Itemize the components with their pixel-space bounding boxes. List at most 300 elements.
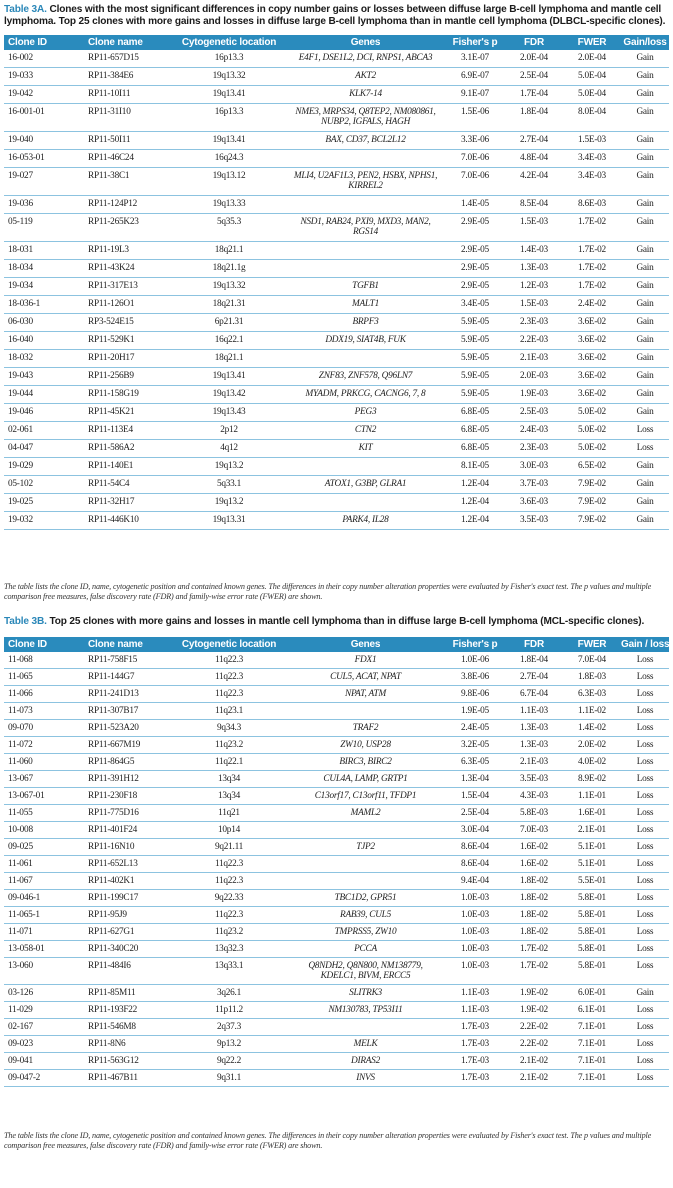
cell-fwer: 1.7E-02	[563, 260, 621, 278]
cell-cytogenetic-location: 18q21.1g	[172, 260, 286, 278]
cell-cytogenetic-location: 2p12	[172, 422, 286, 440]
cell-clone-id: 09-025	[4, 839, 84, 856]
cell-clone-id: 19-034	[4, 278, 84, 296]
cell-genes: TRAF2	[286, 720, 445, 737]
cell-gain-loss: Gain	[621, 458, 669, 476]
cell-fishers-p: 1.0E-03	[445, 958, 505, 985]
cell-fwer: 7.1E-01	[563, 1070, 621, 1087]
cell-clone-name: RP11-484I6	[84, 958, 172, 985]
cell-fishers-p: 7.0E-06	[445, 168, 505, 196]
cell-gain-loss: Gain	[621, 332, 669, 350]
cell-fdr: 1.8E-04	[505, 652, 563, 669]
table-3a-caption	[4, 4, 669, 28]
cell-genes: TBC1D2, GPR51	[286, 890, 445, 907]
cell-cytogenetic-location: 4q12	[172, 440, 286, 458]
cell-cytogenetic-location: 11q21	[172, 805, 286, 822]
cell-genes: AKT2	[286, 68, 445, 86]
cell-fwer: 1.7E-02	[563, 242, 621, 260]
cell-cytogenetic-location: 11q23.1	[172, 703, 286, 720]
cell-clone-id: 19-040	[4, 132, 84, 150]
cell-fishers-p: 2.9E-05	[445, 214, 505, 242]
cell-clone-name: RP11-113E4	[84, 422, 172, 440]
cell-gain-loss: Gain	[621, 168, 669, 196]
cell-clone-id: 11-067	[4, 873, 84, 890]
cell-genes: KIT	[286, 440, 445, 458]
cell-clone-name: RP11-38C1	[84, 168, 172, 196]
cell-cytogenetic-location: 9q22.33	[172, 890, 286, 907]
cell-cytogenetic-location: 9q34.3	[172, 720, 286, 737]
cell-fdr: 4.2E-04	[505, 168, 563, 196]
table-row	[4, 822, 669, 839]
cell-clone-name: RP11-193F22	[84, 1002, 172, 1019]
table-row	[4, 86, 669, 104]
cell-clone-name: RP11-546M8	[84, 1019, 172, 1036]
cell-cytogenetic-location: 16p13.3	[172, 104, 286, 132]
cell-clone-id: 19-029	[4, 458, 84, 476]
cell-fwer: 5.8E-01	[563, 907, 621, 924]
cell-fwer: 1.8E-03	[563, 669, 621, 686]
table-row	[4, 350, 669, 368]
cell-genes: MYADM, PRKCG, CACNG6, 7, 8	[286, 386, 445, 404]
cell-clone-name: RP11-529K1	[84, 332, 172, 350]
cell-clone-id: 09-041	[4, 1053, 84, 1070]
table-row	[4, 314, 669, 332]
cell-clone-name: RP11-140E1	[84, 458, 172, 476]
table-row	[4, 68, 669, 86]
cell-fdr: 1.9E-02	[505, 1002, 563, 1019]
cell-fishers-p: 9.8E-06	[445, 686, 505, 703]
column-header-fwer: FWER	[563, 35, 621, 50]
cell-fwer: 7.9E-02	[563, 512, 621, 530]
cell-fishers-p: 2.9E-05	[445, 242, 505, 260]
column-header-fishers-p: Fisher's p	[445, 637, 505, 652]
cell-genes	[286, 1019, 445, 1036]
cell-cytogenetic-location: 6p21.31	[172, 314, 286, 332]
cell-fishers-p: 1.9E-05	[445, 703, 505, 720]
cell-gain-loss: Loss	[621, 856, 669, 873]
cell-clone-id: 16-001-01	[4, 104, 84, 132]
cell-clone-id: 13-067	[4, 771, 84, 788]
column-header-clone-name: Clone name	[84, 35, 172, 50]
cell-clone-name: RP11-467B11	[84, 1070, 172, 1087]
cell-fishers-p: 1.0E-03	[445, 941, 505, 958]
cell-fishers-p: 1.0E-03	[445, 924, 505, 941]
cell-genes	[286, 822, 445, 839]
cell-gain-loss: Loss	[621, 941, 669, 958]
cell-cytogenetic-location: 11q23.2	[172, 737, 286, 754]
cell-fdr: 1.9E-02	[505, 985, 563, 1002]
cell-clone-name: RP11-16N10	[84, 839, 172, 856]
cell-gain-loss: Gain	[621, 150, 669, 168]
cell-gain-loss: Gain	[621, 50, 669, 68]
table-3a-header-row	[4, 35, 669, 50]
cell-clone-id: 16-053-01	[4, 150, 84, 168]
cell-genes: ATOX1, G3BP, GLRA1	[286, 476, 445, 494]
cell-fwer: 7.0E-04	[563, 652, 621, 669]
cell-cytogenetic-location: 16p13.3	[172, 50, 286, 68]
cell-clone-id: 19-046	[4, 404, 84, 422]
cell-clone-id: 19-036	[4, 196, 84, 214]
cell-fwer: 3.4E-03	[563, 168, 621, 196]
cell-genes: MALT1	[286, 296, 445, 314]
cell-fishers-p: 1.5E-06	[445, 104, 505, 132]
cell-cytogenetic-location: 19q13.32	[172, 68, 286, 86]
table-row	[4, 805, 669, 822]
cell-clone-id: 13-060	[4, 958, 84, 985]
cell-fdr: 1.1E-03	[505, 703, 563, 720]
cell-clone-id: 19-042	[4, 86, 84, 104]
cell-fdr: 6.7E-04	[505, 686, 563, 703]
cell-fwer: 5.0E-02	[563, 440, 621, 458]
cell-fishers-p: 5.9E-05	[445, 368, 505, 386]
table-row	[4, 771, 669, 788]
cell-clone-id: 11-065	[4, 669, 84, 686]
cell-fdr: 2.0E-03	[505, 368, 563, 386]
cell-clone-id: 11-061	[4, 856, 84, 873]
cell-genes: BRPF3	[286, 314, 445, 332]
cell-fdr: 2.4E-03	[505, 422, 563, 440]
cell-fishers-p: 9.1E-07	[445, 86, 505, 104]
cell-clone-id: 18-034	[4, 260, 84, 278]
cell-fdr: 2.7E-04	[505, 132, 563, 150]
cell-fishers-p: 3.1E-07	[445, 50, 505, 68]
cell-genes: SLITRK3	[286, 985, 445, 1002]
cell-fdr: 2.3E-03	[505, 314, 563, 332]
cell-clone-id: 02-061	[4, 422, 84, 440]
cell-genes: TMPRSS5, ZW10	[286, 924, 445, 941]
cell-fishers-p: 3.3E-06	[445, 132, 505, 150]
cell-clone-name: RP11-307B17	[84, 703, 172, 720]
cell-clone-id: 11-066	[4, 686, 84, 703]
cell-fishers-p: 5.9E-05	[445, 332, 505, 350]
cell-clone-name: RP11-657D15	[84, 50, 172, 68]
cell-fwer: 7.9E-02	[563, 476, 621, 494]
cell-fwer: 1.7E-02	[563, 214, 621, 242]
table-row	[4, 168, 669, 196]
cell-fdr: 2.1E-03	[505, 350, 563, 368]
cell-fdr: 2.3E-03	[505, 440, 563, 458]
cell-clone-id: 11-071	[4, 924, 84, 941]
cell-genes: NME3, MRPS34, Q8TEP2, NM080861, NUBP2, IGFALS, HAGH	[286, 104, 445, 132]
table-row	[4, 737, 669, 754]
table-3a-footnote: The table lists the clone ID, name, cytogenetic position and contained known genes. The differences in their copy number alteration properties were evaluated by Fisher's exact test. The p values and multiple comparison free measures, false discovery rate (FDR) and family-wise error rate (FWER) are shown.	[4, 582, 652, 601]
table-row	[4, 196, 669, 214]
cell-fishers-p: 3.0E-04	[445, 822, 505, 839]
cell-fdr: 1.6E-02	[505, 839, 563, 856]
cell-clone-name: RP11-775D16	[84, 805, 172, 822]
cell-fwer: 1.1E-01	[563, 788, 621, 805]
cell-genes	[286, 260, 445, 278]
cell-fwer: 2.1E-01	[563, 822, 621, 839]
column-header-genes: Genes	[286, 637, 445, 652]
cell-clone-name: RP11-50I11	[84, 132, 172, 150]
table-row	[4, 368, 669, 386]
cell-cytogenetic-location: 11q22.3	[172, 907, 286, 924]
cell-genes: PARK4, IL28	[286, 512, 445, 530]
cell-genes: CUL5, ACAT, NPAT	[286, 669, 445, 686]
column-header-genes: Genes	[286, 35, 445, 50]
cell-cytogenetic-location: 19q13.41	[172, 368, 286, 386]
cell-clone-name: RP11-627G1	[84, 924, 172, 941]
cell-fishers-p: 2.4E-05	[445, 720, 505, 737]
cell-clone-id: 11-068	[4, 652, 84, 669]
cell-genes: NSD1, RAB24, PXI9, MXD3, MAN2, RGS14	[286, 214, 445, 242]
cell-clone-id: 05-119	[4, 214, 84, 242]
cell-fwer: 6.0E-01	[563, 985, 621, 1002]
cell-gain-loss: Loss	[621, 422, 669, 440]
cell-cytogenetic-location: 13q34	[172, 771, 286, 788]
table-row	[4, 669, 669, 686]
cell-cytogenetic-location: 19q13.42	[172, 386, 286, 404]
cell-fwer: 5.5E-01	[563, 873, 621, 890]
cell-fdr: 1.8E-02	[505, 890, 563, 907]
cell-cytogenetic-location: 16q22.1	[172, 332, 286, 350]
cell-clone-id: 11-029	[4, 1002, 84, 1019]
column-header-cytogenetic-location: Cytogenetic location	[172, 35, 286, 50]
cell-clone-id: 11-065-1	[4, 907, 84, 924]
table-row	[4, 1070, 669, 1087]
table-row	[4, 440, 669, 458]
table-row	[4, 652, 669, 669]
cell-clone-id: 09-023	[4, 1036, 84, 1053]
table-row	[4, 1002, 669, 1019]
cell-gain-loss: Loss	[621, 839, 669, 856]
cell-clone-name: RP11-8N6	[84, 1036, 172, 1053]
cell-clone-name: RP11-43K24	[84, 260, 172, 278]
cell-clone-name: RP11-864G5	[84, 754, 172, 771]
cell-genes	[286, 196, 445, 214]
cell-genes: KLK7-14	[286, 86, 445, 104]
cell-fdr: 1.5E-03	[505, 214, 563, 242]
cell-fwer: 5.0E-04	[563, 68, 621, 86]
cell-clone-id: 16-002	[4, 50, 84, 68]
cell-cytogenetic-location: 19q13.12	[172, 168, 286, 196]
cell-cytogenetic-location: 19q13.43	[172, 404, 286, 422]
table-row	[4, 907, 669, 924]
table-row	[4, 873, 669, 890]
cell-fishers-p: 6.8E-05	[445, 404, 505, 422]
cell-gain-loss: Loss	[621, 805, 669, 822]
cell-genes	[286, 494, 445, 512]
cell-fwer: 8.9E-02	[563, 771, 621, 788]
cell-genes: ZW10, USP28	[286, 737, 445, 754]
cell-gain-loss: Loss	[621, 958, 669, 985]
cell-clone-name: RP11-446K10	[84, 512, 172, 530]
table-3a-label: Table 3A.	[4, 4, 47, 15]
cell-clone-name: RP11-586A2	[84, 440, 172, 458]
cell-genes: NM130783, TP53I11	[286, 1002, 445, 1019]
table-row	[4, 985, 669, 1002]
cell-genes	[286, 350, 445, 368]
cell-gain-loss: Gain	[621, 132, 669, 150]
cell-fdr: 2.5E-03	[505, 404, 563, 422]
cell-clone-name: RP3-524E15	[84, 314, 172, 332]
cell-fishers-p: 1.7E-03	[445, 1019, 505, 1036]
cell-fdr: 2.2E-02	[505, 1019, 563, 1036]
table-row	[4, 788, 669, 805]
column-header-fishers-p: Fisher's p	[445, 35, 505, 50]
cell-gain-loss: Gain	[621, 476, 669, 494]
cell-fdr: 3.6E-03	[505, 494, 563, 512]
cell-genes: DDX19, SIAT4B, FUK	[286, 332, 445, 350]
cell-clone-id: 19-025	[4, 494, 84, 512]
table-row	[4, 422, 669, 440]
cell-fdr: 2.1E-02	[505, 1070, 563, 1087]
cell-fdr: 1.4E-03	[505, 242, 563, 260]
cell-clone-id: 03-126	[4, 985, 84, 1002]
table-row	[4, 242, 669, 260]
cell-fishers-p: 7.0E-06	[445, 150, 505, 168]
cell-fishers-p: 2.9E-05	[445, 278, 505, 296]
cell-cytogenetic-location: 5q33.1	[172, 476, 286, 494]
column-header-clone-id: Clone ID	[4, 637, 84, 652]
cell-cytogenetic-location: 18q21.31	[172, 296, 286, 314]
cell-cytogenetic-location: 13q32.3	[172, 941, 286, 958]
cell-clone-name: RP11-95J9	[84, 907, 172, 924]
table-row	[4, 1019, 669, 1036]
table-3b-caption	[4, 616, 669, 628]
cell-fdr: 2.7E-04	[505, 669, 563, 686]
table-row	[4, 924, 669, 941]
cell-fishers-p: 6.8E-05	[445, 440, 505, 458]
table-row	[4, 332, 669, 350]
cell-gain-loss: Loss	[621, 652, 669, 669]
cell-clone-id: 19-043	[4, 368, 84, 386]
cell-clone-id: 02-167	[4, 1019, 84, 1036]
cell-clone-id: 18-032	[4, 350, 84, 368]
cell-gain-loss: Loss	[621, 754, 669, 771]
cell-fdr: 1.7E-02	[505, 941, 563, 958]
cell-fishers-p: 1.7E-03	[445, 1053, 505, 1070]
table-row	[4, 278, 669, 296]
cell-cytogenetic-location: 19q13.2	[172, 494, 286, 512]
cell-fwer: 5.0E-02	[563, 404, 621, 422]
cell-cytogenetic-location: 9q31.1	[172, 1070, 286, 1087]
cell-clone-name: RP11-402K1	[84, 873, 172, 890]
cell-cytogenetic-location: 19q13.2	[172, 458, 286, 476]
cell-clone-id: 13-058-01	[4, 941, 84, 958]
table-row	[4, 404, 669, 422]
table-3b-body	[4, 652, 669, 1087]
cell-clone-id: 19-027	[4, 168, 84, 196]
cell-fdr: 2.5E-04	[505, 68, 563, 86]
cell-gain-loss: Gain	[621, 404, 669, 422]
cell-fishers-p: 6.8E-05	[445, 422, 505, 440]
cell-fishers-p: 1.2E-04	[445, 476, 505, 494]
table-row	[4, 856, 669, 873]
cell-fwer: 8.6E-03	[563, 196, 621, 214]
cell-clone-id: 19-032	[4, 512, 84, 530]
cell-fdr: 1.8E-04	[505, 104, 563, 132]
cell-fwer: 3.6E-02	[563, 350, 621, 368]
cell-cytogenetic-location: 9q22.2	[172, 1053, 286, 1070]
cell-fishers-p: 1.2E-04	[445, 512, 505, 530]
cell-genes: TJP2	[286, 839, 445, 856]
cell-fishers-p: 1.1E-03	[445, 985, 505, 1002]
table-row	[4, 512, 669, 530]
cell-clone-name: RP11-230F18	[84, 788, 172, 805]
cell-gain-loss: Gain	[621, 242, 669, 260]
cell-gain-loss: Loss	[621, 924, 669, 941]
cell-clone-name: RP11-401F24	[84, 822, 172, 839]
cell-fwer: 1.7E-02	[563, 278, 621, 296]
cell-gain-loss: Loss	[621, 822, 669, 839]
cell-fishers-p: 5.9E-05	[445, 386, 505, 404]
cell-cytogenetic-location: 11q22.3	[172, 669, 286, 686]
column-header-fwer: FWER	[563, 637, 621, 652]
cell-clone-id: 19-044	[4, 386, 84, 404]
cell-fwer: 2.4E-02	[563, 296, 621, 314]
cell-fdr: 5.8E-03	[505, 805, 563, 822]
cell-clone-id: 19-033	[4, 68, 84, 86]
cell-fwer: 5.0E-04	[563, 86, 621, 104]
cell-fdr: 4.8E-04	[505, 150, 563, 168]
table-3a-caption-text: Clones with the most significant differences in copy number gains or losses between diffuse large B-cell lymphoma and mantle cell lymphoma. Top 25 clones with more gains and losses in diffuse large B-cell lymphoma than in mantle cell lymphoma (DLBCL-specific clones).	[4, 4, 666, 28]
cell-clone-name: RP11-265K23	[84, 214, 172, 242]
cell-gain-loss: Gain	[621, 104, 669, 132]
table-row	[4, 686, 669, 703]
cell-genes: CTN2	[286, 422, 445, 440]
cell-cytogenetic-location: 11q22.3	[172, 856, 286, 873]
cell-fishers-p: 1.7E-03	[445, 1070, 505, 1087]
cell-fdr: 1.7E-04	[505, 86, 563, 104]
cell-gain-loss: Gain	[621, 296, 669, 314]
cell-genes: NPAT, ATM	[286, 686, 445, 703]
cell-fishers-p: 1.0E-06	[445, 652, 505, 669]
cell-fwer: 2.0E-02	[563, 737, 621, 754]
cell-cytogenetic-location: 11q22.3	[172, 873, 286, 890]
cell-gain-loss: Gain	[621, 314, 669, 332]
cell-fwer: 6.5E-02	[563, 458, 621, 476]
cell-fdr: 1.7E-02	[505, 958, 563, 985]
cell-fdr: 1.3E-03	[505, 260, 563, 278]
cell-fdr: 1.8E-02	[505, 924, 563, 941]
cell-gain-loss: Gain	[621, 86, 669, 104]
cell-fdr: 7.0E-03	[505, 822, 563, 839]
cell-fishers-p: 1.2E-04	[445, 494, 505, 512]
cell-clone-name: RP11-758F15	[84, 652, 172, 669]
cell-fdr: 1.3E-03	[505, 720, 563, 737]
cell-fishers-p: 1.1E-03	[445, 1002, 505, 1019]
cell-fishers-p: 8.1E-05	[445, 458, 505, 476]
cell-clone-id: 06-030	[4, 314, 84, 332]
column-header-fdr: FDR	[505, 35, 563, 50]
cell-genes: RAB39, CUL5	[286, 907, 445, 924]
cell-fwer: 5.8E-01	[563, 941, 621, 958]
cell-cytogenetic-location: 10p14	[172, 822, 286, 839]
cell-clone-name: RP11-31I10	[84, 104, 172, 132]
cell-genes	[286, 150, 445, 168]
cell-fwer: 6.3E-03	[563, 686, 621, 703]
cell-fdr: 1.9E-03	[505, 386, 563, 404]
cell-cytogenetic-location: 18q21.1	[172, 350, 286, 368]
cell-fwer: 3.6E-02	[563, 368, 621, 386]
cell-cytogenetic-location: 9p13.2	[172, 1036, 286, 1053]
cell-fdr: 1.8E-02	[505, 873, 563, 890]
cell-genes: MELK	[286, 1036, 445, 1053]
cell-fwer: 8.0E-04	[563, 104, 621, 132]
cell-fdr: 2.0E-04	[505, 50, 563, 68]
table-3b-label: Table 3B.	[4, 616, 47, 627]
cell-fwer: 7.1E-01	[563, 1019, 621, 1036]
cell-gain-loss: Loss	[621, 1019, 669, 1036]
cell-cytogenetic-location: 11p11.2	[172, 1002, 286, 1019]
cell-fdr: 2.2E-03	[505, 332, 563, 350]
cell-clone-id: 11-055	[4, 805, 84, 822]
cell-genes	[286, 856, 445, 873]
cell-cytogenetic-location: 2q37.3	[172, 1019, 286, 1036]
cell-gain-loss: Gain	[621, 494, 669, 512]
